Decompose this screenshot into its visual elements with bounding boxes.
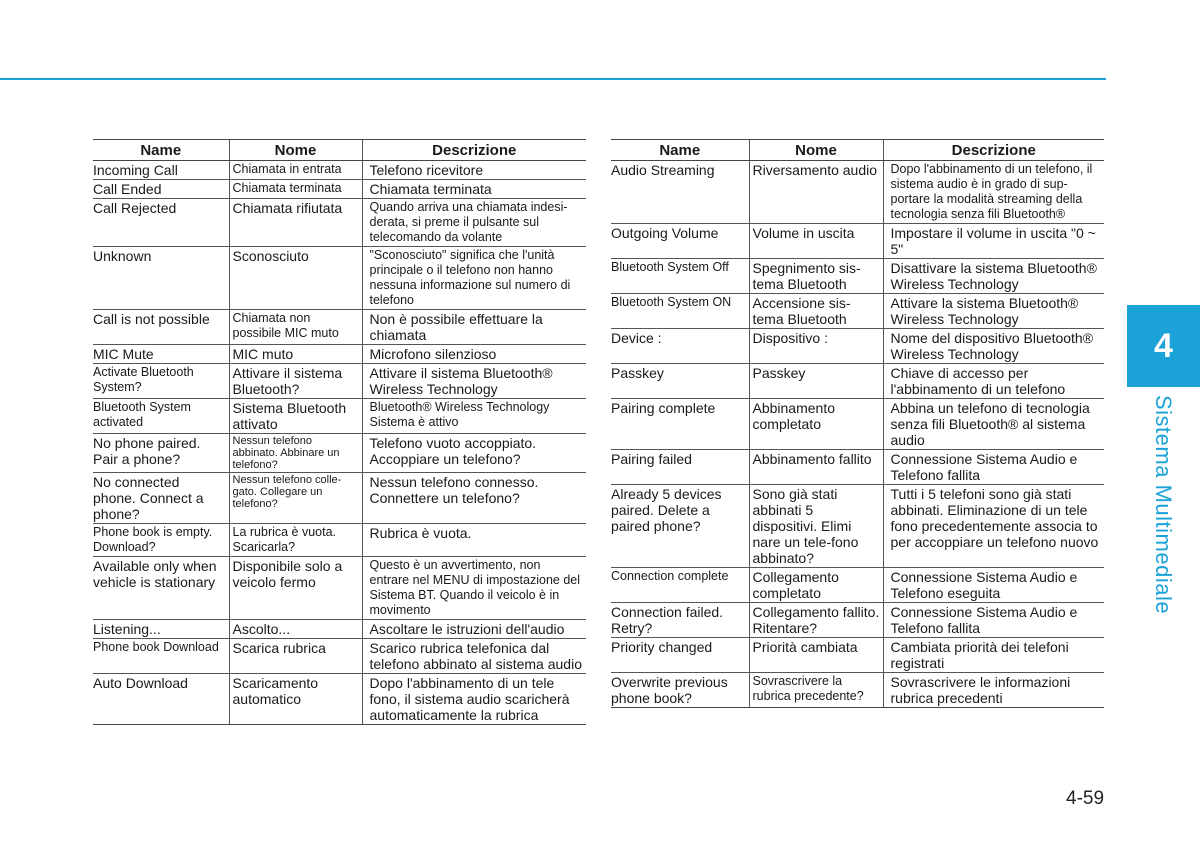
cell-descrizione: Chiamata terminata [362,180,586,199]
cell-descrizione: Connessione Sistema Audio e Telefono fallita [883,603,1104,638]
cell-descrizione: Impostare il volume in uscita "0 ~ 5" [883,224,1104,259]
cell-nome: Ascolto... [229,620,362,639]
cell-name: Bluetooth System Off [611,259,749,294]
cell-nome: Priorità cambiata [749,638,883,673]
cell-nome: Dispositivo : [749,329,883,364]
cell-name: Available only when vehicle is stationary [93,557,229,620]
cell-nome: Volume in uscita [749,224,883,259]
table-row [93,639,586,674]
cell-name: Passkey [611,364,749,399]
cell-name: Priority changed [611,638,749,673]
cell-nome: Sono già stati abbinati 5 dispositivi. Elimi nare un tele-fono abbinato? [749,485,883,568]
cell-name: No connected phone. Connect a phone? [93,473,229,524]
cell-descrizione: Telefono ricevitore [362,161,586,180]
table-row [93,345,586,364]
column-header-name: Name [611,140,749,161]
cell-descrizione: Attivare il sistema Bluetooth® Wireless Technology [362,364,586,399]
table-row [611,568,1104,603]
table-row [611,329,1104,364]
table-row [93,199,586,247]
cell-nome: Abbinamento completato [749,399,883,450]
cell-name: Phone book Download [93,639,229,674]
cell-descrizione: Telefono vuoto accoppiato. Accoppiare un telefono? [362,434,586,473]
cell-nome: Chiamata in entrata [229,161,362,180]
column-header-nome: Nome [749,140,883,161]
chapter-title: Sistema Multimediale [1151,395,1176,615]
cell-name: Listening... [93,620,229,639]
table-row [611,224,1104,259]
table-row [611,161,1104,224]
cell-nome: Nessun telefono colle-gato. Collegare un telefono? [229,473,362,524]
cell-descrizione: Tutti i 5 telefoni sono già stati abbinati. Eliminazione di un tele fono precedentemente associa to per accoppiare un telefono nuovo [883,485,1104,568]
cell-name: Overwrite previous phone book? [611,673,749,708]
column-header-descrizione: Descrizione [883,140,1104,161]
cell-name: Incoming Call [93,161,229,180]
cell-descrizione: Sovrascrivere le informazioni rubrica precedenti [883,673,1104,708]
cell-descrizione: Non è possibile effettuare la chiamata [362,310,586,345]
messages-table-left [93,139,586,725]
cell-name: Pairing complete [611,399,749,450]
cell-descrizione: Connessione Sistema Audio e Telefono eseguita [883,568,1104,603]
header-rule [0,78,1106,80]
cell-descrizione: Quando arriva una chiamata indesi-derata, si preme il pulsante sul telecomando da volante [362,199,586,247]
cell-descrizione: Microfono silenzioso [362,345,586,364]
table-row [93,161,586,180]
cell-name: Device : [611,329,749,364]
chapter-number-tab: 4 [1127,305,1200,387]
cell-descrizione: Connessione Sistema Audio e Telefono fallita [883,450,1104,485]
table-row [611,450,1104,485]
cell-descrizione: Questo è un avvertimento, non entrare nel MENU di impostazione del Sistema BT. Quando il veicolo è in movimento [362,557,586,620]
cell-descrizione: Disattivare la sistema Bluetooth® Wireless Technology [883,259,1104,294]
cell-descrizione: Chiave di accesso per l'abbinamento di un telefono [883,364,1104,399]
cell-descrizione: Attivare la sistema Bluetooth® Wireless Technology [883,294,1104,329]
table-row [611,399,1104,450]
table-row [93,364,586,399]
cell-name: Already 5 devices paired. Delete a paired phone? [611,485,749,568]
cell-name: Call is not possible [93,310,229,345]
cell-name: Auto Download [93,674,229,725]
cell-name: Pairing failed [611,450,749,485]
cell-nome: Chiamata rifiutata [229,199,362,247]
column-header-name: Name [93,140,229,161]
table-row [93,557,586,620]
cell-nome: Riversamento audio [749,161,883,224]
cell-nome: Passkey [749,364,883,399]
cell-nome: Sconosciuto [229,247,362,310]
cell-nome: Collegamento completato [749,568,883,603]
cell-nome: La rubrica è vuota. Scaricarla? [229,524,362,557]
cell-descrizione: Rubrica è vuota. [362,524,586,557]
cell-name: Bluetooth System activated [93,399,229,434]
page-number: 4-59 [1066,788,1105,809]
cell-name: Bluetooth System ON [611,294,749,329]
cell-name: Unknown [93,247,229,310]
table-row [93,473,586,524]
cell-descrizione: Abbina un telefono di tecnologia senza fili Bluetooth® al sistema audio [883,399,1104,450]
cell-descrizione: Scarico rubrica telefonica dal telefono abbinato al sistema audio [362,639,586,674]
column-header-descrizione: Descrizione [362,140,586,161]
cell-name: Connection failed. Retry? [611,603,749,638]
cell-nome: Spegnimento sis-tema Bluetooth [749,259,883,294]
table-row [93,180,586,199]
table-row [93,620,586,639]
cell-name: Call Rejected [93,199,229,247]
cell-name: No phone paired. Pair a phone? [93,434,229,473]
table-row [611,364,1104,399]
cell-nome: Sistema Bluetooth attivato [229,399,362,434]
table-header-row [611,140,1104,161]
cell-descrizione: Nome del dispositivo Bluetooth® Wireless Technology [883,329,1104,364]
messages-table-right [611,139,1104,708]
cell-nome: Nessun telefono abbinato. Abbinare un telefono? [229,434,362,473]
cell-name: Activate Bluetooth System? [93,364,229,399]
cell-nome: Chiamata terminata [229,180,362,199]
table-row [611,485,1104,568]
table-row [611,259,1104,294]
table-row [611,638,1104,673]
table-row [611,603,1104,638]
table-header-row [93,140,586,161]
cell-nome: Scarica rubrica [229,639,362,674]
table-row [93,247,586,310]
table-row [93,524,586,557]
cell-nome: Disponibile solo a veicolo fermo [229,557,362,620]
table-row [93,399,586,434]
cell-nome: Chiamata non possibile MIC muto [229,310,362,345]
cell-name: Call Ended [93,180,229,199]
cell-nome: Attivare il sistema Bluetooth? [229,364,362,399]
cell-descrizione: Nessun telefono connesso. Connettere un telefono? [362,473,586,524]
cell-name: MIC Mute [93,345,229,364]
cell-nome: Collegamento fallito. Ritentare? [749,603,883,638]
table-row [611,673,1104,708]
table-row [611,294,1104,329]
cell-nome: Scaricamento automatico [229,674,362,725]
cell-descrizione: "Sconosciuto" significa che l'unità principale o il telefono non hanno nessuna informazione sul numero di telefono [362,247,586,310]
cell-descrizione: Bluetooth® Wireless Technology Sistema è attivo [362,399,586,434]
cell-nome: Sovrascrivere la rubrica precedente? [749,673,883,708]
cell-nome: MIC muto [229,345,362,364]
cell-descrizione: Ascoltare le istruzioni dell'audio [362,620,586,639]
cell-nome: Abbinamento fallito [749,450,883,485]
cell-nome: Accensione sis-tema Bluetooth [749,294,883,329]
cell-descrizione: Dopo l'abbinamento di un tele fono, il sistema audio scaricherà automaticamente la rubrica [362,674,586,725]
cell-descrizione: Dopo l'abbinamento di un telefono, il sistema audio è in grado di sup-portare la modalità streaming della tecnologia senza fili Bluetooth® [883,161,1104,224]
cell-name: Connection complete [611,568,749,603]
table-row [93,674,586,725]
cell-name: Phone book is empty. Download? [93,524,229,557]
column-header-nome: Nome [229,140,362,161]
cell-descrizione: Cambiata priorità dei telefoni registrati [883,638,1104,673]
cell-name: Audio Streaming [611,161,749,224]
table-row [93,434,586,473]
table-row [93,310,586,345]
cell-name: Outgoing Volume [611,224,749,259]
